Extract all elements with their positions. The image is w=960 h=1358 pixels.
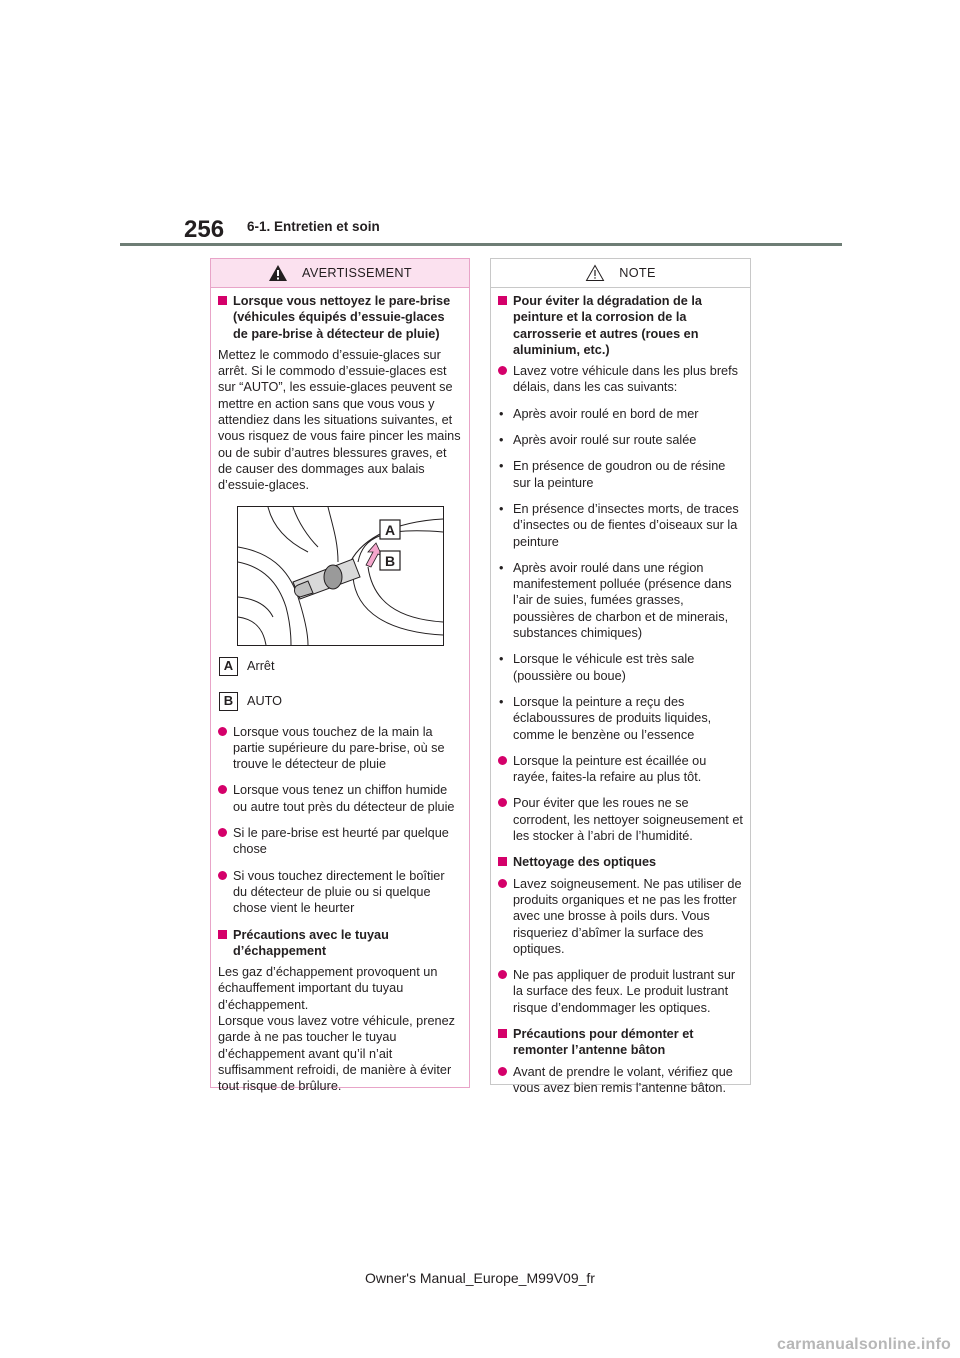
wiper-lever-drawing	[238, 507, 443, 645]
note-list-item: Ne pas appliquer de produit lustrant sur la surface des feux. Le produit lustrant risque d’endommager les optiques.	[498, 967, 743, 1016]
note-list-item: Lavez soigneusement. Ne pas utiliser de produits organiques et ne pas les frotter avec une brosse à poils durs. Vous risqueriez d’abîmer la surface des optiques.	[498, 876, 743, 957]
note-list-item: Lorsque la peinture est écaillée ou rayée, faites-la refaire au plus tôt.	[498, 753, 743, 786]
warning-list-item: Si vous touchez directement le boîtier du détecteur de pluie ou si quelque chose vient le heurter	[218, 868, 462, 917]
warning-section-heading: Lorsque vous nettoyez le pare-brise (véhicules équipés d’essuie-glaces de pare-brise à détecteur de pluie)	[218, 293, 462, 342]
legend-text: AUTO	[247, 694, 283, 709]
note-list-item: Lavez votre véhicule dans les plus brefs délais, dans les cas suivants:	[498, 363, 743, 396]
watermark: carmanualsonline.info	[776, 1336, 951, 1353]
legend-b	[218, 692, 462, 712]
note-section-heading: Pour éviter la dégradation de la peinture et la corrosion de la carrosserie et autres (roues en aluminium, etc.)	[498, 293, 743, 358]
footer-manual-id: Owner's Manual_Europe_M99V09_fr	[365, 1270, 595, 1286]
note-bullet-item: • Après avoir roulé dans une région manifestement polluée (présence dans l’air de suies, fumées grasses, poussières de charbon et de minerais, substances chimiques)	[498, 560, 743, 641]
warning-panel	[210, 258, 470, 1094]
note-title: NOTE	[619, 265, 656, 280]
note-list-item: Pour éviter que les roues ne se corrodent, les nettoyer soigneusement et les stocker à l’abri de l’humidité.	[498, 795, 743, 844]
caution-outline-icon	[585, 264, 605, 282]
legend-text: Arrêt	[247, 659, 275, 674]
legend-letter: A	[219, 657, 238, 676]
warning-triangle-icon	[268, 264, 288, 282]
note-bullet-item: • Après avoir roulé sur route salée	[498, 432, 743, 448]
note-bullet-item: • En présence de goudron ou de résine sur la peinture	[498, 458, 743, 491]
figure-label-a: A	[384, 521, 396, 538]
warning-paragraph: Lorsque vous lavez votre véhicule, prenez garde à ne pas toucher le tuyau d’échappement avant qu’il n’ait suffisamment refroidi, de manière à éviter tout risque de brûlure.	[218, 1014, 455, 1094]
warning-list-item: Lorsque vous touchez de la main la partie supérieure du pare-brise, où se trouve le détecteur de pluie	[218, 724, 462, 773]
header-rule	[120, 243, 842, 246]
note-header	[491, 259, 750, 288]
note-list-item: Avant de prendre le volant, vérifiez que vous avez bien remis l’antenne bâton.	[498, 1064, 743, 1097]
note-bullet-item: • Après avoir roulé en bord de mer	[498, 406, 743, 422]
page-number: 256	[184, 216, 225, 243]
note-bullet-item: • Lorsque la peinture a reçu des éclaboussures de produits liquides, comme le benzène ou l’essence	[498, 694, 743, 743]
note-bullet-item: • En présence d’insectes morts, de traces d’insectes ou de fientes d’oiseaux sur la peinture	[498, 501, 743, 550]
warning-header	[211, 259, 469, 288]
note-section-heading: Précautions pour démonter et remonter l’antenne bâton	[498, 1026, 743, 1059]
note-section-heading: Nettoyage des optiques	[498, 854, 743, 870]
legend-a	[218, 657, 462, 677]
warning-paragraph: Les gaz d’échappement provoquent un échauffement important du tuyau d’échappement.	[218, 965, 438, 1012]
figure-label-b: B	[384, 552, 396, 569]
legend-letter: B	[219, 692, 238, 711]
note-panel	[490, 258, 751, 1095]
warning-title: AVERTISSEMENT	[302, 265, 412, 280]
wiper-lever-illustration	[237, 506, 444, 646]
section-title: 6-1. Entretien et soin	[247, 219, 380, 234]
warning-section-heading: Précautions avec le tuyau d’échappement	[218, 927, 462, 960]
warning-list-item: Lorsque vous tenez un chiffon humide ou autre tout près du détecteur de pluie	[218, 782, 462, 815]
warning-paragraph: Mettez le commodo d’essuie-glaces sur arrêt. Si le commodo d’essuie-glaces est sur “AUTO”, les essuie-glaces peuvent se mettre en action sans que vous vous y attendiez dans les situations suivantes, et vous risquez de vous faire pincer les mains ou de subir d’autres blessures graves, et de causer des dommages aux balais d’essuie-glaces.	[218, 347, 461, 493]
warning-list-item: Si le pare-brise est heurté par quelque chose	[218, 825, 462, 858]
note-bullet-item: • Lorsque le véhicule est très sale (poussière ou boue)	[498, 651, 743, 684]
